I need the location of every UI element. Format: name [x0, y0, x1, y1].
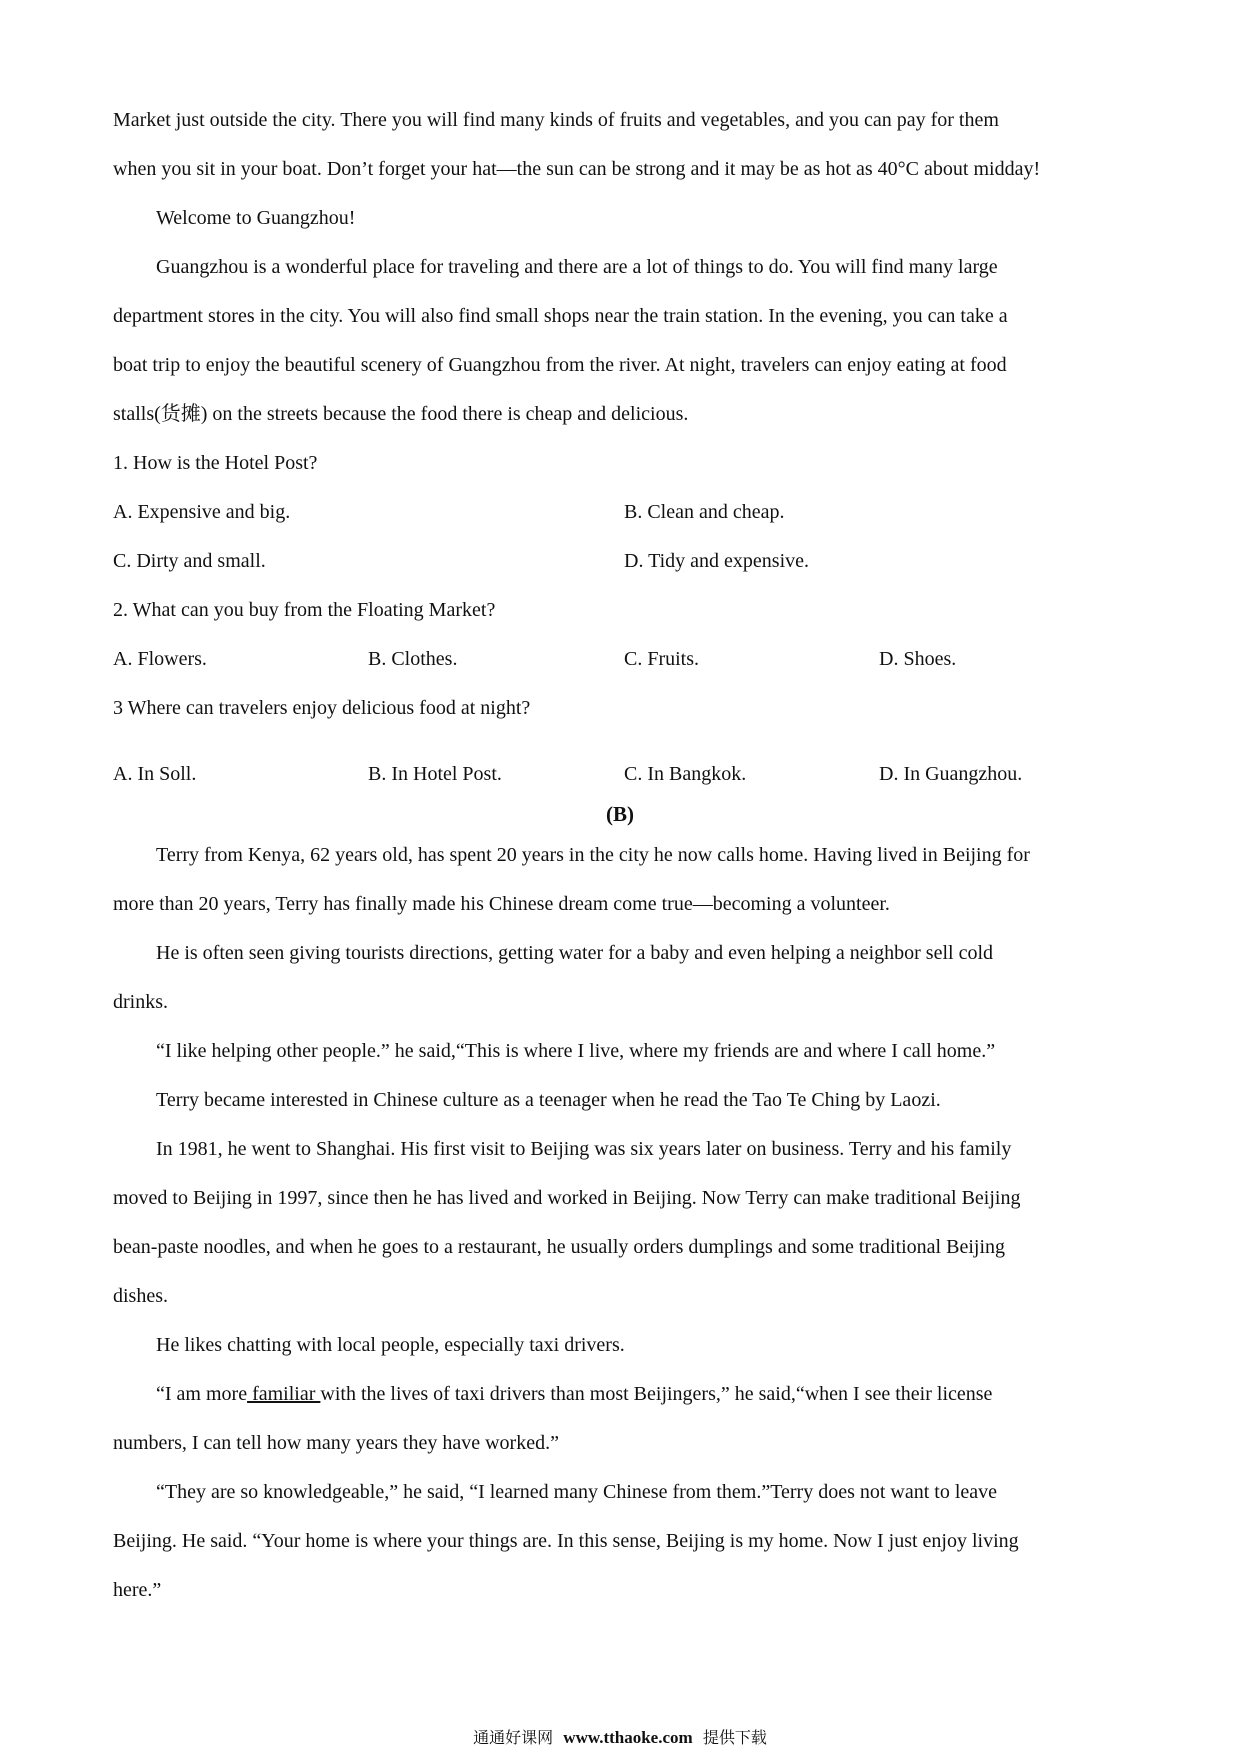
- page-footer: [0, 1728, 1240, 1748]
- passage-text: with the lives of taxi drivers than most Beijingers,” he said,“when I see their license: [320, 1383, 993, 1405]
- answer-option: B. Clothes.: [368, 648, 458, 670]
- answer-option: C. In Bangkok.: [624, 763, 747, 785]
- passage-line: He likes chatting with local people, especially taxi drivers.: [156, 1334, 625, 1356]
- underlined-word: familiar: [247, 1383, 321, 1405]
- passage-line: when you sit in your boat. Don’t forget your hat—the sun can be strong and it may be as hot as 40°C about midday!: [113, 158, 1041, 180]
- answer-option: A. In Soll.: [113, 763, 197, 785]
- footer-download-text: 提供下载: [702, 1728, 767, 1747]
- passage-line: here.”: [113, 1579, 162, 1601]
- passage-line: Market just outside the city. There you will find many kinds of fruits and vegetables, and you can pay for them: [113, 109, 999, 131]
- passage-line: numbers, I can tell how many years they have worked.”: [113, 1432, 559, 1454]
- footer-site-name: 通通好课网: [473, 1728, 554, 1747]
- answer-option: B. In Hotel Post.: [368, 763, 502, 785]
- question-stem: 2. What can you buy from the Floating Market?: [113, 599, 496, 621]
- passage-line: [156, 1382, 992, 1406]
- passage-line: dishes.: [113, 1285, 168, 1307]
- answer-option: A. Flowers.: [113, 648, 207, 670]
- passage-line: stalls(货摊) on the streets because the food there is cheap and delicious.: [113, 403, 689, 425]
- answer-option: C. Dirty and small.: [113, 550, 266, 572]
- answer-option: D. In Guangzhou.: [879, 763, 1023, 785]
- question-stem: 3 Where can travelers enjoy delicious food at night?: [113, 697, 531, 719]
- passage-line: In 1981, he went to Shanghai. His first visit to Beijing was six years later on business. Terry and his family: [156, 1138, 1012, 1160]
- answer-option: D. Tidy and expensive.: [624, 550, 809, 572]
- passage-text: “I am more: [156, 1383, 248, 1405]
- passage-line: more than 20 years, Terry has finally made his Chinese dream come true—becoming a volunteer.: [113, 893, 890, 915]
- passage-line: boat trip to enjoy the beautiful scenery of Guangzhou from the river. At night, travelers can enjoy eating at food: [113, 354, 1007, 376]
- passage-line: moved to Beijing in 1997, since then he has lived and worked in Beijing. Now Terry can make traditional Beijing: [113, 1187, 1021, 1209]
- answer-option: B. Clean and cheap.: [624, 501, 785, 523]
- passage-line: Guangzhou is a wonderful place for traveling and there are a lot of things to do. You will find many large: [156, 256, 998, 278]
- passage-line: “They are so knowledgeable,” he said, “I learned many Chinese from them.”Terry does not want to leave: [156, 1481, 998, 1503]
- answer-option: A. Expensive and big.: [113, 501, 291, 523]
- passage-line: bean-paste noodles, and when he goes to a restaurant, he usually orders dumplings and some traditional Beijing: [113, 1236, 1006, 1258]
- passage-line: Beijing. He said. “Your home is where your things are. In this sense, Beijing is my home. Now I just enjoy living: [113, 1530, 1019, 1552]
- answer-option: D. Shoes.: [879, 648, 957, 670]
- answer-option: C. Fruits.: [624, 648, 700, 670]
- passage-line: “I like helping other people.” he said,“This is where I live, where my friends are and where I call home.”: [156, 1040, 996, 1062]
- passage-line: Terry from Kenya, 62 years old, has spent 20 years in the city he now calls home. Having lived in Beijing for: [156, 844, 1030, 866]
- question-stem: 1. How is the Hotel Post?: [113, 452, 318, 474]
- passage-line: He is often seen giving tourists directions, getting water for a baby and even helping a neighbor sell cold: [156, 942, 994, 964]
- passage-line: drinks.: [113, 991, 168, 1013]
- passage-line: Terry became interested in Chinese culture as a teenager when he read the Tao Te Ching by Laozi.: [156, 1089, 941, 1111]
- passage-line: department stores in the city. You will also find small shops near the train station. In the evening, you can take a: [113, 305, 1008, 327]
- section-heading: (B): [606, 802, 634, 826]
- footer-url[interactable]: www.tthaoke.com: [563, 1728, 693, 1747]
- passage-line: Welcome to Guangzhou!: [156, 207, 356, 229]
